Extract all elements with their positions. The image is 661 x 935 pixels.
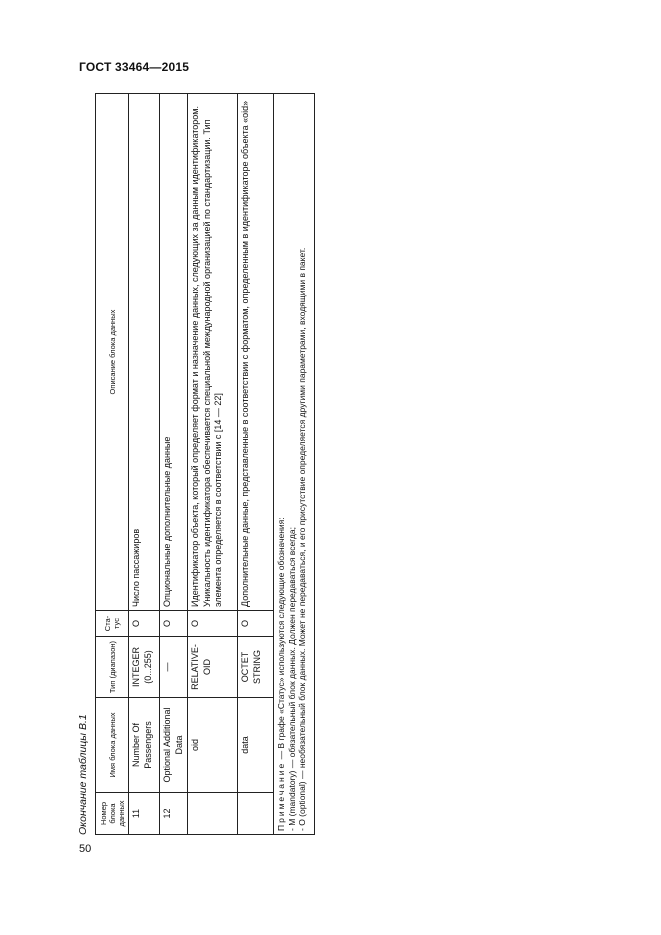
cell-status: O (129, 611, 160, 637)
col-header-number: Номер блока данных (96, 793, 129, 835)
cell-description: Идентификатор объекта, который определяет формат и назначение данных, следующих за данным идентификатором. Уникальность идентификатора обеспечивается специальной международной организацией по стандартизации. Тип элемента определяется в соответствии с [14 — 22] (188, 94, 238, 611)
note-line-optional: - O (optional) — необязательный блок данных. Может не передаваться, и его присутствие определяется другими параметрами, входящими в пакет. (297, 247, 307, 831)
cell-type: — (160, 637, 188, 698)
table-row (238, 94, 274, 835)
cell-number (238, 793, 274, 835)
col-header-type: Тип (диапазон) (96, 637, 129, 698)
cell-name: Number Of Passengers (129, 698, 160, 793)
cell-name: data (238, 698, 274, 793)
note-intro: — В графе «Статус» используются следующие обозначения: (276, 517, 286, 762)
cell-type: INTEGER (0...255) (129, 637, 160, 698)
cell-description: Число пассажиров (129, 94, 160, 611)
col-header-name: Имя блока данных (96, 698, 129, 793)
cell-type: OCTET STRING (238, 637, 274, 698)
cell-description: Опциональные дополнительные данные (160, 94, 188, 611)
table-row (160, 94, 188, 835)
table-note-row (274, 94, 315, 835)
cell-number: 12 (160, 793, 188, 835)
cell-type: RELATIVE-OID (188, 637, 238, 698)
note-intro-line (276, 97, 287, 831)
rotated-table-container (77, 94, 338, 835)
table-row (188, 94, 238, 835)
data-blocks-table (95, 93, 315, 835)
table-header-row (96, 94, 129, 835)
table-caption: Окончание таблицы В.1 (77, 714, 89, 835)
page-number: 50 (79, 843, 92, 855)
cell-status: O (188, 611, 238, 637)
cell-description: Дополнительные данные, представленные в соответствии с форматом, определенным в идентификаторе объекта «oid» (238, 94, 274, 611)
cell-number: 11 (129, 793, 160, 835)
cell-status: O (160, 611, 188, 637)
col-header-description: Описание блока данных (96, 94, 129, 611)
cell-status: O (238, 611, 274, 637)
note-line-mandatory: - M (mandatory) — обязательный блок данных. Должен передаваться всегда; (286, 527, 297, 831)
document-header: ГОСТ 33464—2015 (79, 60, 190, 74)
cell-number (188, 793, 238, 835)
cell-name: oid (188, 698, 238, 793)
col-header-status: Ста-тус (96, 611, 129, 637)
table-note (274, 94, 315, 835)
note-label: Примечание (276, 761, 286, 831)
table-row (129, 94, 160, 835)
cell-name: Optional Additional Data (160, 698, 188, 793)
